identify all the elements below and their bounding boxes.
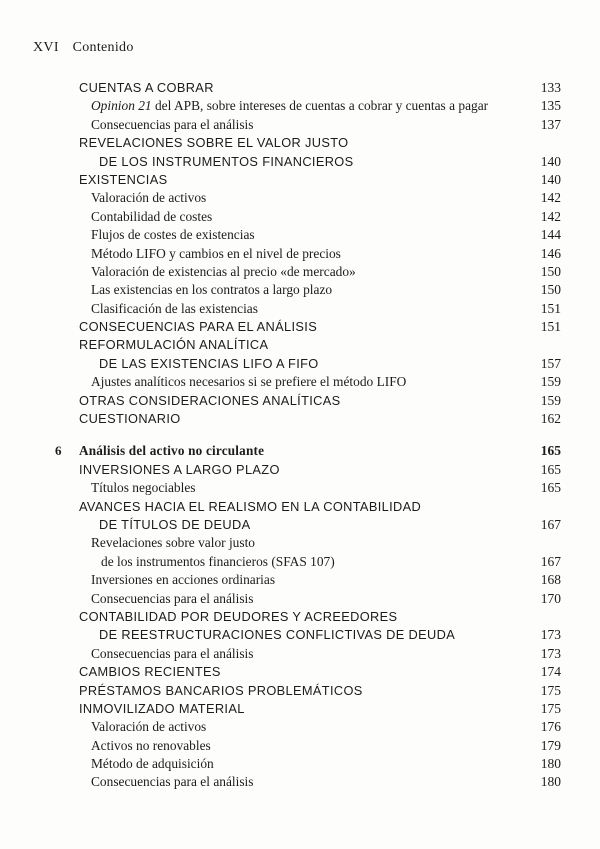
toc-entry-title: Títulos negociables [91, 480, 196, 496]
toc-page-number: 174 [540, 664, 561, 680]
toc-page-number: 175 [540, 682, 561, 698]
toc-entry-title: PRÉSTAMOS BANCARIOS PROBLEMÁTICOS [79, 682, 363, 698]
toc-row [33, 461, 561, 479]
toc-page-number: 180 [540, 756, 561, 772]
toc-row [33, 189, 561, 207]
toc-entry-title: DE REESTRUCTURACIONES CONFLICTIVAS DE DEUDA [99, 627, 456, 643]
toc-entry-title: Inversiones en acciones ordinarias [91, 572, 276, 588]
toc-page-number: 142 [540, 208, 561, 224]
toc-page-number: 165 [540, 443, 561, 459]
toc-entry-title: de los instrumentos financieros (SFAS 107) [101, 553, 335, 569]
toc-entry-title: Consecuencias para el análisis [91, 645, 254, 661]
toc-entry-title: Método LIFO y cambios en el nivel de precios [91, 245, 341, 261]
toc-page-number: 146 [540, 245, 561, 261]
toc-row [33, 498, 561, 516]
toc-page-number: 165 [540, 461, 561, 477]
toc-entry-title: Valoración de activos [91, 190, 207, 206]
toc-row [33, 134, 561, 152]
toc-page-number: 167 [540, 516, 561, 532]
toc-entry-title: Contabilidad de costes [91, 208, 213, 224]
toc-row [33, 153, 561, 171]
toc-row [33, 300, 561, 318]
toc-row [33, 682, 561, 700]
toc-page-number: 151 [540, 319, 561, 335]
toc-page-number: 167 [540, 553, 561, 569]
toc-page-number: 140 [540, 153, 561, 169]
toc-row [33, 571, 561, 589]
toc-page-number: 150 [540, 263, 561, 279]
toc-entry-title: Las existencias en los contratos a largo plazo [91, 282, 333, 298]
toc-row [33, 336, 561, 354]
toc-page-number: 162 [540, 411, 561, 427]
running-head [33, 40, 134, 56]
toc-row [33, 245, 561, 263]
toc-entry-title-rest: del APB, sobre intereses de cuentas a cobrar y cuentas a pagar [151, 98, 489, 114]
toc-entry-title: Flujos de costes de existencias [91, 227, 255, 243]
toc-entry-title: CUESTIONARIO [79, 411, 181, 427]
toc-page-number: 133 [540, 80, 561, 95]
toc-entry-title: CUENTAS A COBRAR [79, 80, 214, 95]
toc-page-number: 165 [540, 480, 561, 496]
toc-row [33, 553, 561, 571]
toc-page-number: 173 [540, 645, 561, 661]
toc-entry-title: INVERSIONES A LARGO PLAZO [79, 461, 280, 477]
toc-entry-title: Método de adquisición [91, 756, 214, 772]
toc-row [33, 226, 561, 244]
toc-row [33, 263, 561, 281]
toc-page-number: 173 [540, 627, 561, 643]
toc-page-number: 170 [540, 590, 561, 606]
toc-row [33, 626, 561, 644]
toc-page-number: 144 [540, 227, 561, 243]
toc-row [33, 663, 561, 681]
toc-page-number: 137 [540, 116, 561, 132]
toc-row [33, 373, 561, 391]
toc-row [33, 645, 561, 663]
toc-entry-title-italic: Opinion 21 [91, 98, 152, 114]
chapter-number: 6 [55, 443, 62, 459]
toc-entry-title: DE LAS EXISTENCIAS LIFO A FIFO [99, 355, 319, 371]
toc-row [33, 516, 561, 534]
toc-row [33, 97, 561, 115]
toc-row [33, 590, 561, 608]
toc-entry-title: Valoración de existencias al precio «de mercado» [91, 263, 356, 279]
toc-entry-title: Clasificación de las existencias [91, 300, 258, 316]
toc-page-number: 176 [540, 719, 561, 735]
toc-row [33, 773, 561, 791]
toc-row [33, 479, 561, 497]
toc-entry-title: Consecuencias para el análisis [91, 116, 254, 132]
toc-page-number: 135 [540, 98, 561, 114]
toc-entry-title: Revelaciones sobre valor justo [91, 535, 255, 551]
running-head-title: Contenido [72, 40, 134, 55]
toc-entry-title: DE LOS INSTRUMENTOS FINANCIEROS [99, 153, 354, 169]
toc-row [33, 410, 561, 428]
toc-row [33, 208, 561, 226]
toc-entry-title: CONSECUENCIAS PARA EL ANÁLISIS [79, 319, 318, 335]
toc-entry-title: EXISTENCIAS [79, 171, 168, 187]
table-of-contents [33, 79, 561, 792]
toc-row [33, 355, 561, 373]
toc-page-number: 151 [540, 300, 561, 316]
toc-entry-title [79, 97, 521, 115]
toc-page-number: 150 [540, 282, 561, 298]
toc-row [33, 171, 561, 189]
toc-page-number: 159 [540, 392, 561, 408]
toc-page-number: 179 [540, 737, 561, 753]
toc-row [33, 79, 561, 97]
toc-entry-title: Consecuencias para el análisis [91, 774, 254, 790]
toc-entry-title: INMOVILIZADO MATERIAL [79, 700, 245, 716]
toc-entry-title: REFORMULACIÓN ANALÍTICA [79, 337, 269, 353]
toc-row [33, 534, 561, 552]
toc-row [33, 608, 561, 626]
toc-entry-title: Análisis del activo no circulante [79, 443, 265, 459]
toc-entry-title: Ajustes analíticos necesarios si se prefiere el método LIFO [91, 374, 407, 390]
toc-row [33, 116, 561, 134]
toc-entry-title: CAMBIOS RECIENTES [79, 664, 221, 680]
toc-chapter-row [33, 442, 561, 460]
toc-row [33, 755, 561, 773]
toc-row [33, 700, 561, 718]
toc-page-number: 159 [540, 374, 561, 390]
toc-page-number: 140 [540, 171, 561, 187]
toc-row [33, 392, 561, 410]
toc-page-number: 142 [540, 190, 561, 206]
toc-page-number: 175 [540, 700, 561, 716]
toc-page-number: 168 [540, 572, 561, 588]
toc-row [33, 281, 561, 299]
toc-entry-title: AVANCES HACIA EL REALISMO EN LA CONTABILIDAD [79, 498, 422, 514]
page-folio: XVI [33, 40, 59, 55]
toc-entry-title: OTRAS CONSIDERACIONES ANALÍTICAS [79, 392, 341, 408]
toc-entry-title: Activos no renovables [91, 737, 211, 753]
toc-entry-title: DE TÍTULOS DE DEUDA [99, 516, 251, 532]
toc-entry-title: Valoración de activos [91, 719, 207, 735]
toc-row [33, 718, 561, 736]
toc-row [33, 737, 561, 755]
toc-row [33, 318, 561, 336]
toc-page-number: 180 [540, 774, 561, 790]
toc-page-number: 157 [540, 355, 561, 371]
toc-entry-title: REVELACIONES SOBRE EL VALOR JUSTO [79, 135, 349, 151]
toc-entry-title: Consecuencias para el análisis [91, 590, 254, 606]
toc-entry-title: CONTABILIDAD POR DEUDORES Y ACREEDORES [79, 608, 398, 624]
